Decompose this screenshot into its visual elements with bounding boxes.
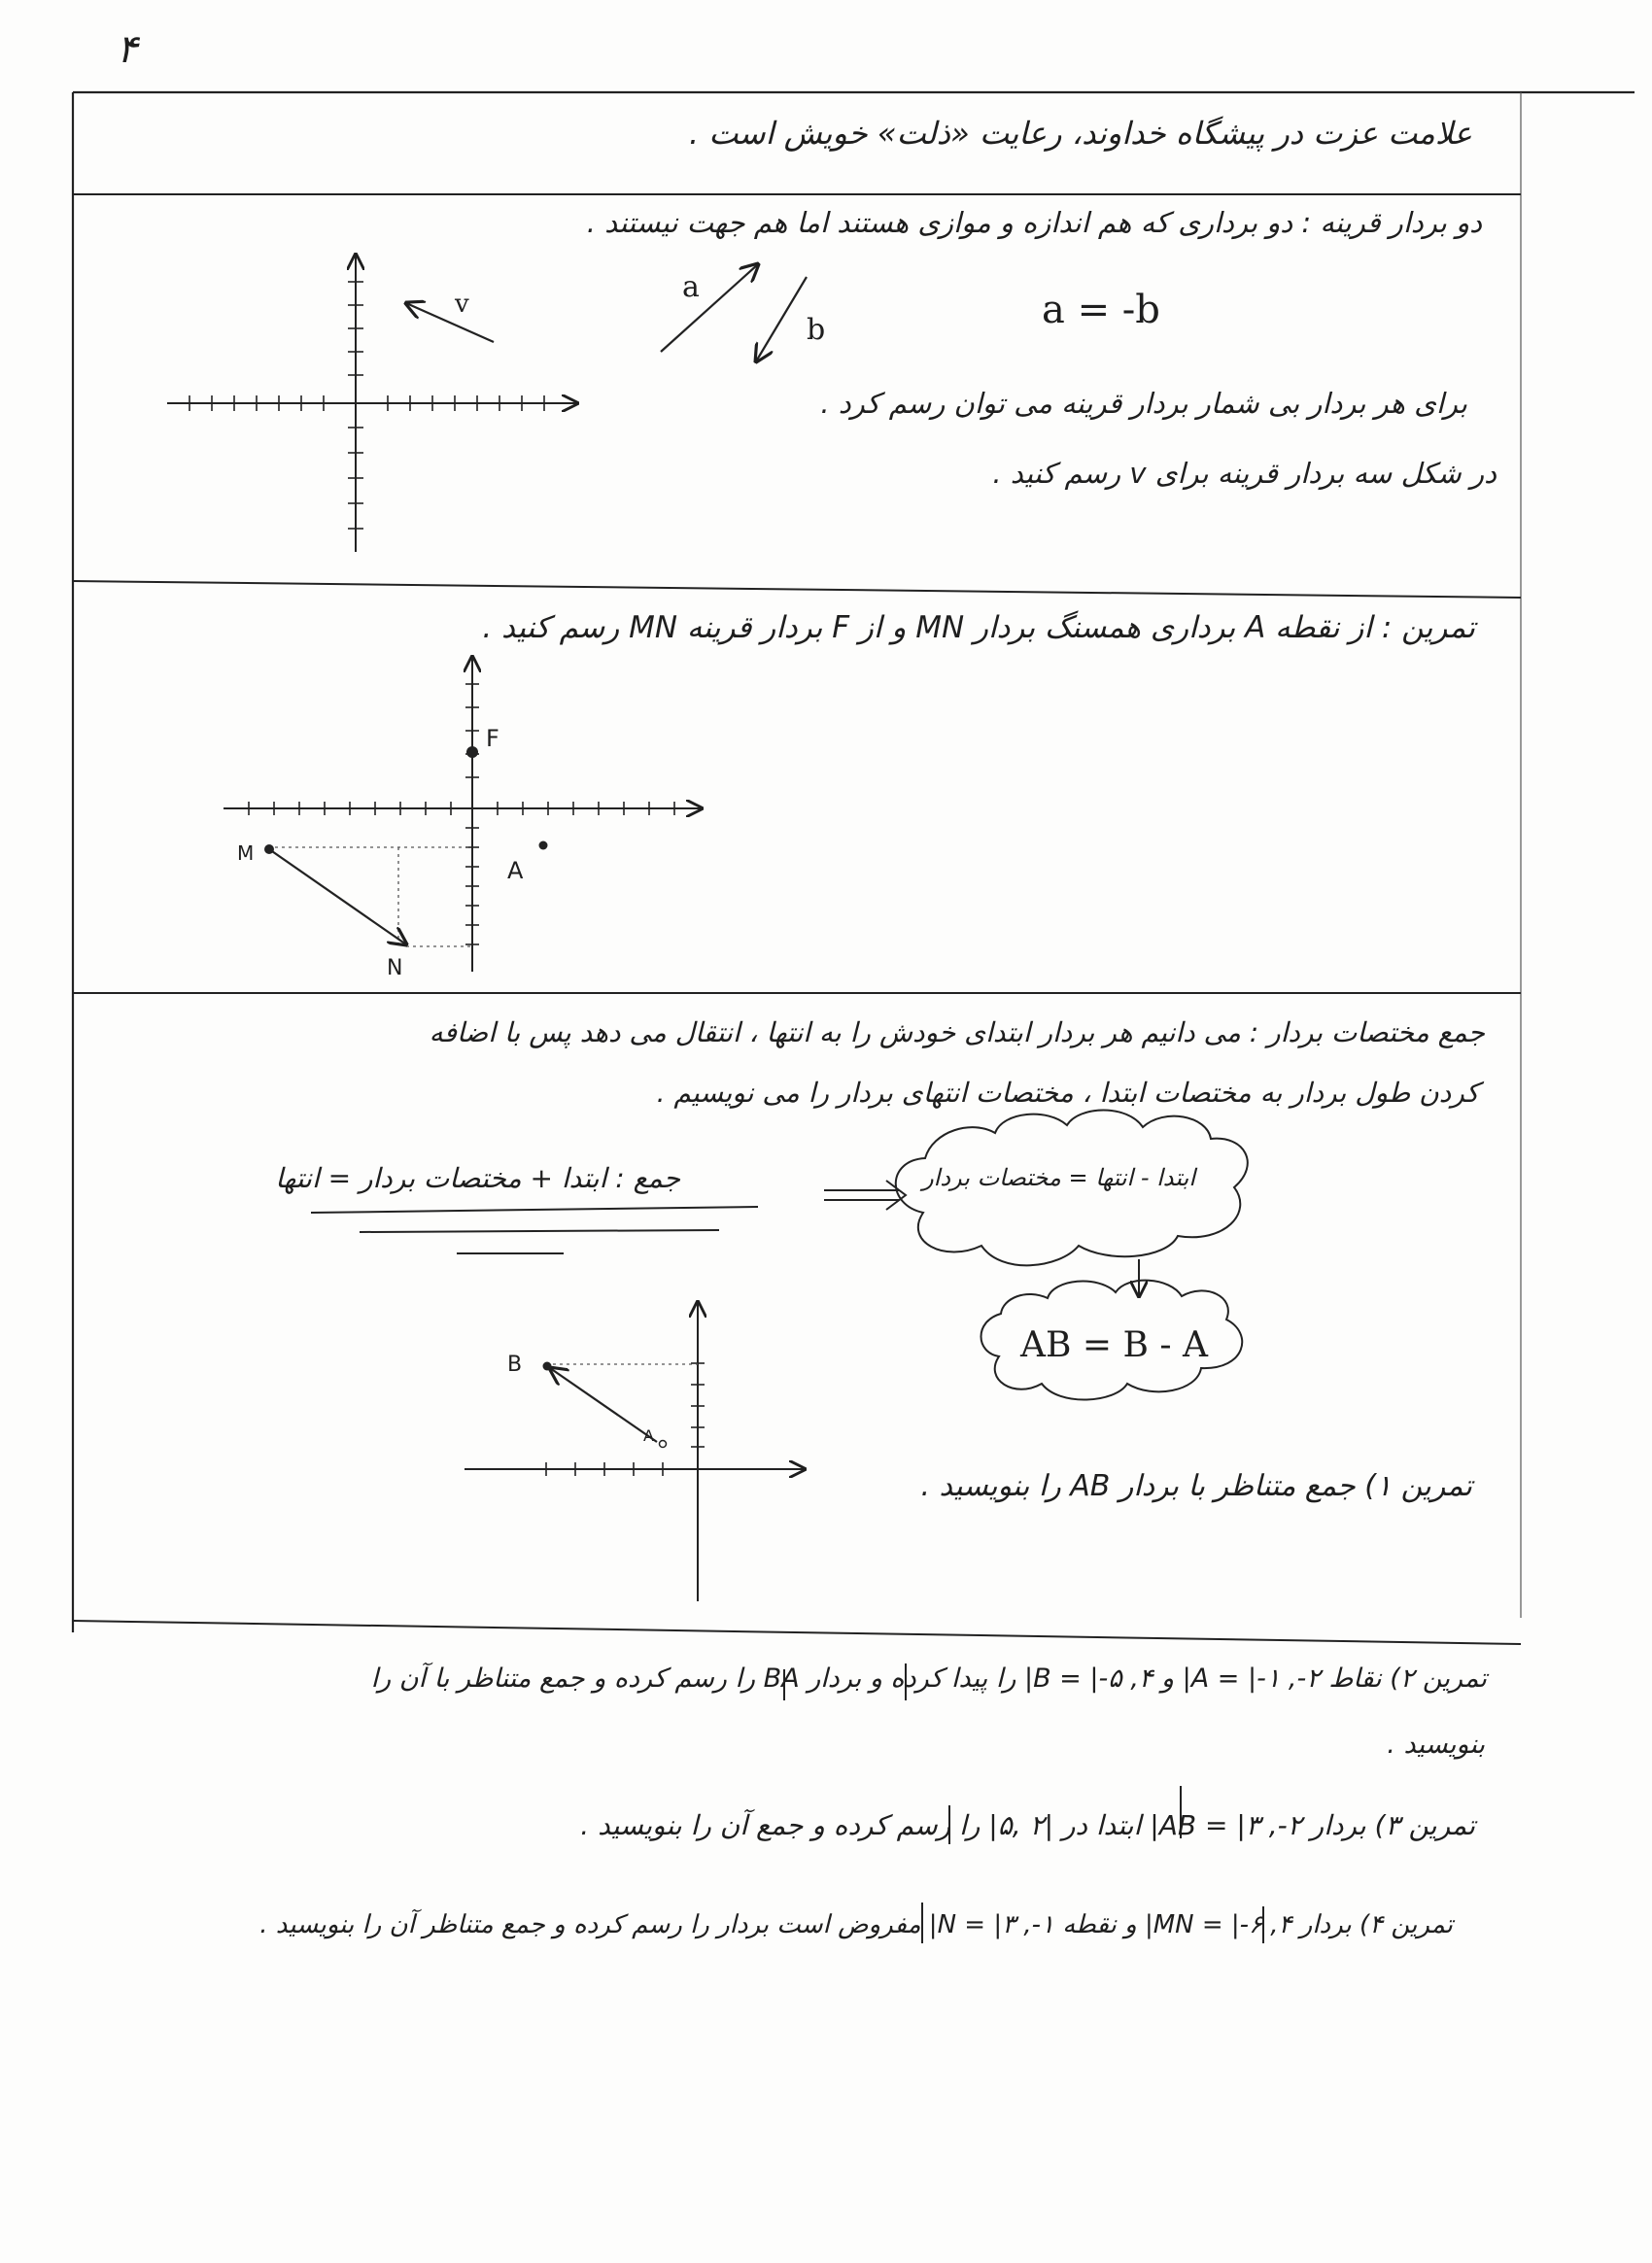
page-frame: [73, 92, 1635, 1632]
relation-a-minus-b: a = -b: [1042, 288, 1160, 332]
cloud1-text: ابتدا - انتها = مختصات بردار: [922, 1164, 1195, 1191]
section1-line3: در شکل سه بردار قرینه برای v رسم کنید .: [992, 457, 1497, 490]
vector-a-label: a: [682, 270, 700, 304]
vector-b: [756, 277, 807, 361]
label-m: M: [237, 841, 255, 865]
vector-v-label: v: [455, 290, 469, 319]
label-b: B: [507, 1353, 523, 1377]
section4-ex2-line2: بنویسید .: [1387, 1730, 1485, 1760]
section4-ex3: تمرین ۳) بردار AB = |۳ ,-۲| ابتدا در |۲ ,۵| را رسم کرده و جمع آن را بنویسید .: [580, 1809, 1475, 1841]
section4-ex2-line1: تمرین ۲) نقاط A = |-۱ ,-۲| و B = |-۵ ,۴| را پیدا کرده و بردار BA را رسم کرده و جمع متناظر با آن را: [370, 1663, 1487, 1694]
coordinate-bars: [784, 1663, 1263, 1943]
section3-line2: کردن طول بردار به مختصات ابتدا ، مختصات انتهای بردار را می نویسیم .: [656, 1077, 1479, 1109]
vector-ab: [550, 1368, 657, 1442]
label-a2: A: [643, 1426, 654, 1445]
point-f: [466, 746, 478, 758]
label-f: F: [486, 725, 499, 752]
formula-underline: [311, 1207, 758, 1253]
point-a: [539, 841, 548, 850]
point-m: [264, 844, 274, 854]
section3-exercise1: تمرین ۱) جمع متناظر با بردار AB را بنویسید .: [920, 1469, 1472, 1503]
page-number: ۴: [117, 27, 138, 72]
section3-formula: جمع : ابتدا + مختصات بردار = انتها: [275, 1162, 680, 1194]
label-a: A: [507, 857, 524, 884]
vector-b-label: b: [807, 313, 826, 347]
vector-v: [406, 303, 494, 342]
section1-definition: دو بردار قرینه : دو برداری که هم اندازه و موازی هستند اما هم جهت نیستند .: [586, 206, 1482, 239]
section2-exercise: تمرین : از نقطه A برداری همسنگ بردار MN و از F بردار قرینه MN رسم کنید .: [482, 610, 1475, 645]
vector-a: [661, 264, 758, 352]
section1-line2: برای هر بردار بی شمار بردار قرینه می توان رسم کرد .: [820, 387, 1467, 420]
axes-section1: [167, 255, 577, 552]
point-a2: [660, 1441, 667, 1448]
cloud2-text: AB = B - A: [1020, 1325, 1209, 1365]
implies-arrow: [824, 1181, 906, 1210]
vector-mn: [269, 849, 406, 944]
section3-line1: جمع مختصات بردار : می دانیم هر بردار ابتدای خودش را به انتها ، انتقال می دهد پس با اضافه: [429, 1016, 1485, 1048]
point-b: [543, 1362, 552, 1371]
motto: علامت عزت در پیشگاه خداوند، رعایت «ذلت» خویش است .: [689, 115, 1472, 152]
label-n: N: [387, 956, 403, 980]
section4-ex4: تمرین ۴) بردار MN = |-۶ ,۴| و نقطه N = |۳ ,-۱| مفروض است بردار را رسم کرده و جمع متناظر آن را بنویسید .: [259, 1910, 1453, 1939]
axes-section2: [224, 657, 702, 972]
axes-section3: [465, 1302, 805, 1601]
guide-lines-mn: [268, 847, 472, 946]
